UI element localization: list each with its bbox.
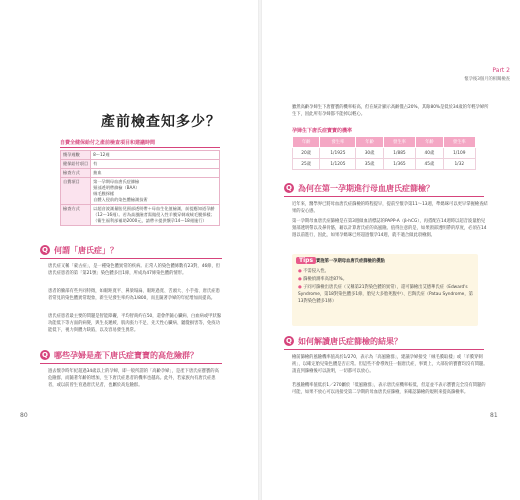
part-subtitle: 懷孕後3個月的相關檢查 bbox=[464, 77, 510, 82]
tips-item: ● 篩檢偵測率高達87%。 bbox=[298, 277, 348, 282]
question-icon: Q bbox=[284, 183, 294, 193]
paragraph: 第一孕期母血唐氏症篩檢是在第3週做血清標誌的PAPP-A（β-hCG），再搭配在14週時以超音波量胎兒頸部透明帶以及鼻骨骼，藉以計算唐氏症的高風險。值得注意的是，如果頸部透明帶的厚度，必須在14週以前進行，因此，如果孕媽咪已經超過懷孕14週，就不適合做此項檢測。 bbox=[292, 219, 487, 238]
checklist-table bbox=[60, 150, 220, 226]
tips-item: ● 不需侵入性。 bbox=[298, 269, 329, 274]
tips-title: 實施第一孕期母血唐氏症篩檢的優點 bbox=[316, 259, 385, 264]
tips-badge: Tips bbox=[296, 257, 316, 264]
paragraph: 過去懷孕時年紀超過34歲以上的孕婦，即一般所謂的「高齡孕婦」，是產下唐氏症寶寶的高危險群，而隨著年齡的增加，生下唐氏症患者的機率也越高。此外，若家族內有唐氏症患者，或以前曾生育過唐氏兒者，也屬於高危險群。 bbox=[48, 369, 219, 388]
intro-paragraph: 雖然高齡孕婦生下唐寶寶的機率較高，但在統計顯示高齡僅占20%，其餘80%是低於34歲的年輕孕婦所生下，因此所有孕婦都不能掉以輕心。 bbox=[292, 105, 489, 117]
section-title-down-syndrome: 何謂「唐氏症」？ bbox=[54, 246, 118, 255]
section-title-first-trimester: 為何在第一孕期進行母血唐氏症篩檢？ bbox=[298, 184, 434, 193]
page-title: 產前檢查知多少？ bbox=[101, 114, 221, 130]
section-title-interpret-results: 如何解讀唐氏症篩檢的結果？ bbox=[298, 337, 402, 346]
paragraph: 唐氏症患者最主要的問題是智能障礙，平均智商約在50，還會伴隨心臟病、白血病或甲狀腺功能低下等方面的病變，與生長遲緩、肌肉張力不足、先天性心臟病、聽覺損害等，免疫功能低下，視力與體力缺陷，以及容易發生異常。 bbox=[48, 314, 222, 333]
question-icon: Q bbox=[284, 336, 294, 346]
right-page bbox=[262, 0, 520, 500]
paragraph: 檢前篩檢的風險機率值高於1/270，表示為「高風險群」，建議孕婦接受「絨毛膜取樣」或「羊膜穿刺術」，以確定胎兒染色體是否正常。但這些不會導致任一個唐氏症，事實上，大部份的寶寶均沒有問題。請直到篩檢後可以說明，一切都可以放心。 bbox=[292, 355, 488, 374]
paragraph: 近年來，醫學界已將母血唐氏症篩檢的時程提早，提前至懷孕第11～13週，準媽咪可以更早掌握檢查結果的安心感。 bbox=[292, 202, 488, 214]
table-header-row: 年齡 發生率 年齡 發生率 年齡 發生率 bbox=[293, 137, 476, 148]
paragraph: 患者的臉部有些共同特徵，如眼距寬平、鼻梁塌扁、眼距過寬、舌頭大、小手指、唐氏症患者常見的染色體異常現象，新生兒發生率約為1/800，而且隨著孕婦的年紀增加而提高。 bbox=[48, 289, 220, 301]
question-icon: Q bbox=[40, 350, 50, 360]
question-icon: Q bbox=[40, 245, 50, 255]
table-row: 25歲 1/1205 35歲 1/365 45歲 1/32 bbox=[293, 159, 476, 170]
probability-table bbox=[292, 136, 476, 170]
part-label: Part 2 bbox=[492, 67, 510, 74]
table-row: 20歲 1/1925 30歲 1/885 40歲 1/109 bbox=[293, 148, 476, 159]
table-row: 檢查方式 以超音波測量胎兒頸部透明帶＋母血生化值檢測，前提應知道孕齡（12～16週）。若為高風險者需做侵入性羊膜穿刺或絨毛膜採樣； （衛生福利部補助2000元，請帶卡提供懷孕14～18週施行） bbox=[61, 205, 220, 226]
table-title: 孕婦生下唐氏症寶寶的機率 bbox=[292, 128, 353, 134]
paragraph: 若風險機率值低於1／270屬於「低風險群」，表示唐氏症機率較低，但這並不表示寶寶完全沒有問題的可能，如果不放心可以再接受第二孕期的母血唐氏症篩檢，來確認篩檢的規則來提高篩檢率。 bbox=[292, 383, 486, 395]
left-page bbox=[0, 0, 258, 500]
table-row: 健保給付項目 有 bbox=[61, 160, 220, 169]
section-title-risk-group: 哪些孕婦是產下唐氏症寶寶的高危險群？ bbox=[54, 351, 198, 360]
page-number: 81 bbox=[490, 412, 498, 419]
page-number: 80 bbox=[20, 412, 28, 419]
table-row: 自費項目 第一孕期母血唐氏症篩檢 頸部透明帶篩檢（BAA） 絨毛膜採樣 自體入侵前的染色體檢測技術 bbox=[61, 178, 220, 205]
tips-item: ● 子同可篩檢出唐氏症（又稱第21對染色體的異常），還可篩檢出艾德華氏症（Edward's Syndrome，第18對染色體多1條，胎兒大多胎死腹中）、巴陶氏症（Patau Syndrome，第13對染色體多1條） bbox=[298, 285, 473, 304]
table-row: 檢查方式 抽血 bbox=[61, 169, 220, 178]
table-row: 懷孕週數 8～12週 bbox=[61, 151, 220, 160]
paragraph: 唐氏症又稱「蒙古症」，是一種染色體異常的疾病。正常人的染色體條數有23對，46條，但唐氏症患者的第「第21號」染色體多出1條，所成為47條染色體的情形。 bbox=[48, 264, 221, 276]
checklist-heading: 自費全健保給付之產前檢查項目和建議時間 bbox=[60, 140, 156, 146]
